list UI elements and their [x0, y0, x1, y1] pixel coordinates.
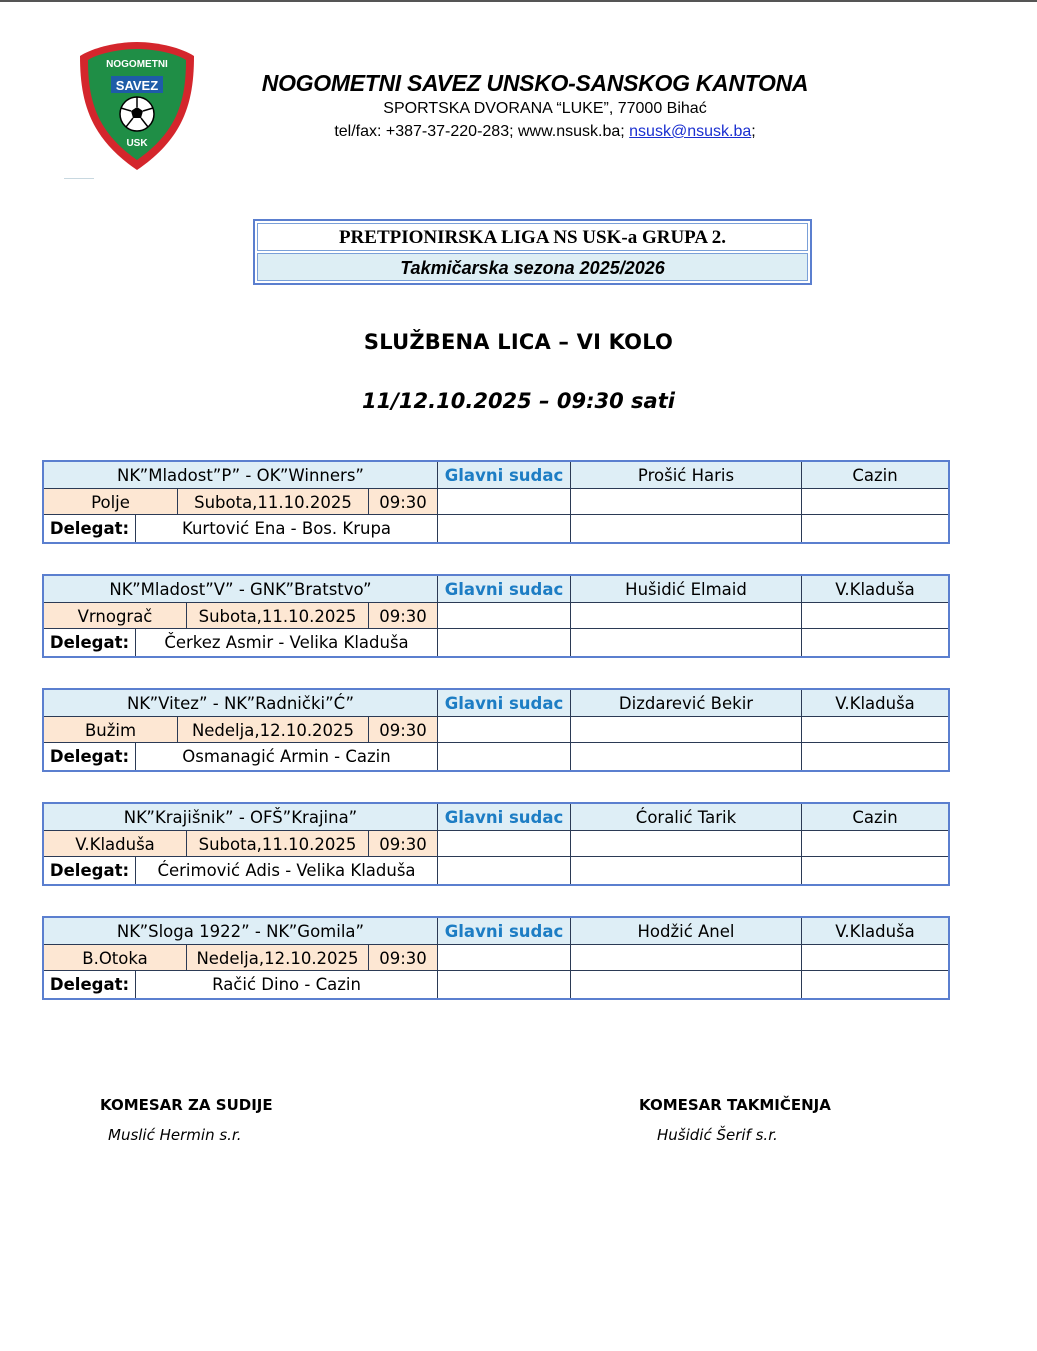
match-date: Subota,11.10.2025 [178, 489, 368, 515]
match-table [42, 802, 950, 886]
match-date: Nedelja,12.10.2025 [178, 717, 368, 743]
organization-contact [230, 123, 860, 141]
delegate-label: Delegat: [49, 861, 130, 880]
date-heading: 11/12.10.2025 – 09:30 sati [362, 389, 675, 413]
referee-city: V.Kladuša [802, 918, 948, 944]
match-details-row [44, 489, 948, 515]
delegate-label: Delegat: [49, 519, 130, 538]
logo-bottom-text: USK [126, 138, 148, 149]
logo-middle-text: SAVEZ [115, 78, 159, 93]
match-time: 09:30 [369, 489, 437, 515]
referee-name: Hodžić Anel [571, 918, 801, 944]
match-header-row [44, 918, 948, 944]
signature-right-title: KOMESAR TAKMIČENJA [639, 1096, 831, 1114]
match-details-row [44, 831, 948, 857]
delegate-name: Kurtović Ena - Bos. Krupa [181, 519, 392, 538]
match-time: 09:30 [369, 717, 437, 743]
match-teams: NK”Mladost”V” - GNK”Bratstvo” [44, 576, 437, 602]
match-table [42, 688, 950, 772]
match-date: Nedelja,12.10.2025 [187, 945, 368, 971]
match-header-row [44, 804, 948, 830]
match-time: 09:30 [369, 945, 437, 971]
delegate-name: Čerkez Asmir - Velika Kladuša [164, 633, 409, 652]
match-teams: NK”Sloga 1922” - NK”Gomila” [44, 918, 437, 944]
match-teams: NK”Mladost”P” - OK”Winners” [44, 462, 437, 488]
match-venue: Polje [44, 489, 177, 515]
contact-suffix: ; [751, 123, 756, 140]
delegate-label: Delegat: [49, 747, 130, 766]
referee-name: Hušidić Elmaid [571, 576, 801, 602]
match-delegate-row [44, 629, 948, 656]
match-delegate-row [44, 515, 948, 542]
contact-phone-web: tel/fax: +387-37-220-283; www.nsusk.ba; [334, 123, 630, 140]
referee-name: Prošić Haris [571, 462, 801, 488]
match-time: 09:30 [369, 603, 437, 629]
match-venue: Vrnograč [44, 603, 186, 629]
referee-name: Ćoralić Tarik [571, 804, 801, 830]
referee-city: Cazin [802, 804, 948, 830]
match-teams: NK”Krajišnik” - OFŠ”Krajina” [44, 804, 437, 830]
referee-name: Dizdarević Bekir [571, 690, 801, 716]
match-table [42, 460, 950, 544]
match-date: Subota,11.10.2025 [187, 603, 368, 629]
logo-underline [64, 178, 94, 179]
match-details-row [44, 717, 948, 743]
match-venue: B.Otoka [44, 945, 186, 971]
referee-label: Glavni sudac [438, 462, 570, 488]
referee-city: V.Kladuša [802, 690, 948, 716]
match-venue: V.Kladuša [44, 831, 186, 857]
delegate-label: Delegat: [49, 975, 130, 994]
match-venue: Bužim [44, 717, 177, 743]
delegate-label: Delegat: [49, 633, 130, 652]
match-header-row [44, 462, 948, 488]
referee-label: Glavni sudac [438, 576, 570, 602]
match-header-row [44, 690, 948, 716]
delegate-name: Račić Dino - Cazin [212, 975, 361, 994]
league-title-box [253, 219, 812, 285]
match-delegate-row [44, 857, 948, 884]
referee-city: V.Kladuša [802, 576, 948, 602]
signature-left-title: KOMESAR ZA SUDIJE [100, 1096, 273, 1114]
delegate-name: Osmanagić Armin - Cazin [182, 747, 391, 766]
organization-name: NOGOMETNI SAVEZ UNSKO-SANSKOG KANTONA [261, 70, 809, 96]
federation-logo [78, 40, 196, 172]
match-details-row [44, 945, 948, 971]
signature-right-name: Hušidić Šerif s.r. [657, 1126, 778, 1144]
match-table [42, 916, 950, 1000]
contact-email-link[interactable]: nsusk@nsusk.ba [629, 123, 752, 140]
match-table [42, 574, 950, 658]
delegate-name: Ćerimović Adis - Velika Kladuša [157, 861, 416, 880]
match-header-row [44, 576, 948, 602]
shield-emblem-icon [78, 40, 196, 172]
signature-left [100, 1096, 273, 1144]
signature-right [639, 1096, 831, 1144]
top-border [0, 0, 1037, 2]
match-delegate-row [44, 743, 948, 770]
referee-label: Glavni sudac [438, 804, 570, 830]
referee-label: Glavni sudac [438, 918, 570, 944]
match-time: 09:30 [369, 831, 437, 857]
logo-top-text: NOGOMETNI [106, 59, 168, 70]
league-title: PRETPIONIRSKA LIGA NS USK-a GRUPA 2. [257, 223, 808, 251]
signature-left-name: Muslić Hermin s.r. [108, 1126, 242, 1144]
match-date: Subota,11.10.2025 [187, 831, 368, 857]
league-season: Takmičarska sezona 2025/2026 [257, 253, 808, 281]
match-details-row [44, 603, 948, 629]
referee-label: Glavni sudac [438, 690, 570, 716]
referee-city: Cazin [802, 462, 948, 488]
round-heading: SLUŽBENA LICA – VI KOLO [363, 330, 674, 354]
match-delegate-row [44, 971, 948, 998]
match-teams: NK”Vitez” - NK”Radnički”Ć” [44, 690, 437, 716]
organization-address: SPORTSKA DVORANA “LUKE”, 77000 Bihać [383, 100, 707, 117]
